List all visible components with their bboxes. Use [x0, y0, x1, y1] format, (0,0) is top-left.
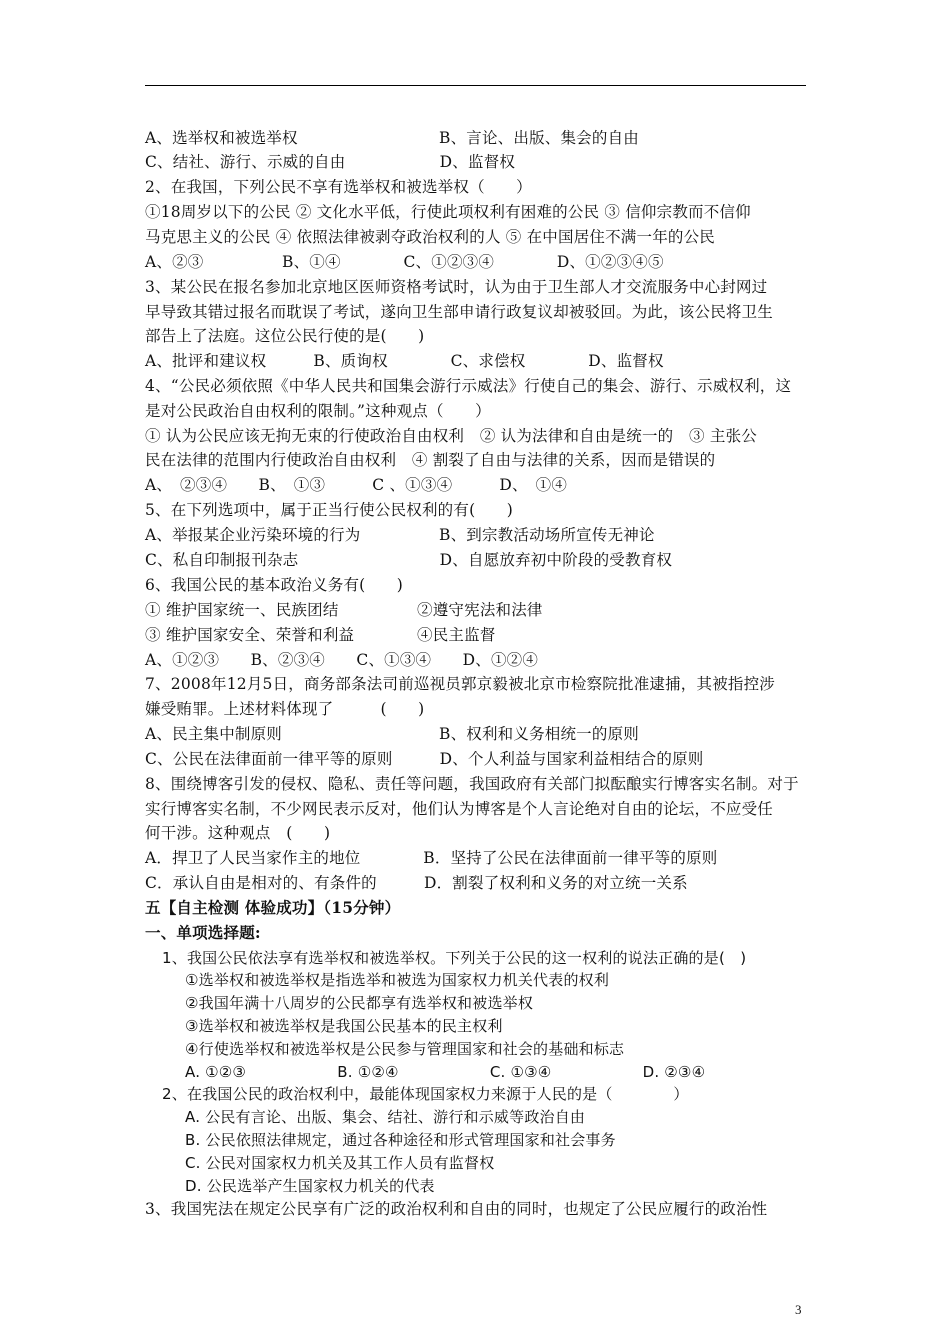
text-line: 实行博客实名制，不少网民表示反对，他们认为博客是个人言论绝对自由的论坛，不应受任 — [145, 800, 774, 818]
text-line: A、①②③ B、②③④ C、①③④ D、①②④ — [145, 651, 539, 669]
text-line: 4、“公民必须依照《中华人民共和国集会游行示威法》行使自己的集会、游行、示威权利，这 — [145, 377, 792, 395]
option-line: C. 公民对国家权力机关及其工作人员有监督权 — [185, 1154, 495, 1172]
text-line: 3、某公民在报名参加北京地区医师资格考试时，认为由于卫生部人才交流服务中心封网过 — [145, 278, 768, 296]
text-line: 何干涉。这种观点 ( ) — [145, 824, 331, 842]
option-line: A. 公民有言论、出版、集会、结社、游行和示威等政治自由 — [185, 1108, 586, 1126]
text-line: A、选举权和被选举权 B、言论、出版、集会的自由 — [145, 129, 639, 147]
text-line: A、②③ B、①④ C、①②③④ D、①②③④⑤ — [145, 253, 664, 271]
text-line: 6、我国公民的基本政治义务有( ) — [145, 576, 404, 594]
text-line: 马克思主义的公民 ④ 依照法律被剥夺政治权利的人 ⑤ 在中国居住不满一年的公民 — [145, 228, 716, 246]
question-stem: 2、在我国公民的政治权利中，最能体现国家权力来源于人民的是（ ） — [162, 1085, 689, 1103]
text-line: ① 认为公民应该无拘无束的行使政治自由权利 ② 认为法律和自由是统一的 ③ 主张公 — [145, 427, 757, 445]
page-number: 3 — [795, 1302, 802, 1317]
text-line: 5、在下列选项中，属于正当行使公民权利的有( ) — [145, 501, 513, 519]
answer-options: A. ①②③ B. ①②④ C. ①③④ D. ②③④ — [185, 1063, 706, 1081]
text-line: C、公民在法律面前一律平等的原则 D、个人利益与国家利益相结合的原则 — [145, 750, 704, 768]
text-line: C、结社、游行、示威的自由 D、监督权 — [145, 153, 516, 171]
text-line: ① 维护国家统一、民族团结 ②遵守宪法和法律 — [145, 601, 543, 619]
text-line: A．捍卫了人民当家作主的地位 B．坚持了公民在法律面前一律平等的原则 — [145, 849, 718, 867]
text-line: 早导致其错过报名而耽误了考试，遂向卫生部申请行政复议却被驳回。为此，该公民将卫生 — [145, 303, 774, 321]
subsection-heading: 一、单项选择题: — [145, 923, 261, 942]
text-line: 2、在我国，下列公民不享有选举权和被选举权（ ） — [145, 178, 532, 196]
text-line: A、批评和建议权 B、质询权 C、求偿权 D、监督权 — [145, 352, 664, 370]
text-line: 7、2008年12月5日，商务部条法司前巡视员郭京毅被北京市检察院批准逮捕，其被指控涉 — [145, 675, 775, 693]
text-line: 嫌受贿罪。上述材料体现了 ( ) — [145, 700, 425, 718]
section-heading: 五【自主检测 体验成功】（15分钟） — [145, 898, 401, 917]
header-rule — [145, 85, 806, 86]
statement-line: ③选举权和被选举权是我国公民基本的民主权利 — [185, 1017, 503, 1035]
option-line: D. 公民选举产生国家权力机关的代表 — [185, 1177, 435, 1195]
question-stem: 1、我国公民依法享有选举权和被选举权。下列关于公民的这一权利的说法正确的是( ) — [162, 949, 747, 967]
statement-line: ②我国年满十八周岁的公民都享有选举权和被选举权 — [185, 994, 534, 1012]
text-line: A、 ②③④ B、 ①③ C 、①③④ D、 ①④ — [145, 476, 568, 494]
text-line: ①18周岁以下的公民 ② 文化水平低，行使此项权利有困难的公民 ③ 信仰宗教而不信仰 — [145, 203, 751, 221]
option-line: B. 公民依照法律规定，通过各种途径和形式管理国家和社会事务 — [185, 1131, 616, 1149]
statement-line: ④行使选举权和被选举权是公民参与管理国家和社会的基础和标志 — [185, 1040, 625, 1058]
text-line: A、举报某企业污染环境的行为 B、到宗教活动场所宣传无神论 — [145, 526, 655, 544]
statement-line: ①选举权和被选举权是指选举和被选为国家权力机关代表的权利 — [185, 971, 610, 989]
text-line: 8、围绕博客引发的侵权、隐私、责任等问题，我国政府有关部门拟酝酿实行博客实名制。对于 — [145, 775, 799, 793]
text-line: C．承认自由是相对的、有条件的 D．割裂了权利和义务的对立统一关系 — [145, 874, 688, 892]
text-line: 民在法律的范围内行使政治自由权利 ④ 割裂了自由与法律的关系，因而是错误的 — [145, 451, 716, 469]
text-line: 3、我国宪法在规定公民享有广泛的政治权利和自由的同时，也规定了公民应履行的政治性 — [145, 1200, 768, 1218]
text-line: A、民主集中制原则 B、权利和义务相统一的原则 — [145, 725, 639, 743]
text-line: 部告上了法庭。这位公民行使的是( ) — [145, 327, 425, 345]
text-line: 是对公民政治自由权利的限制。”这种观点（ ） — [145, 402, 491, 420]
text-line: C、私自印制报刊杂志 D、自愿放弃初中阶段的受教育权 — [145, 551, 673, 569]
text-line: ③ 维护国家安全、荣誉和利益 ④民主监督 — [145, 626, 496, 644]
